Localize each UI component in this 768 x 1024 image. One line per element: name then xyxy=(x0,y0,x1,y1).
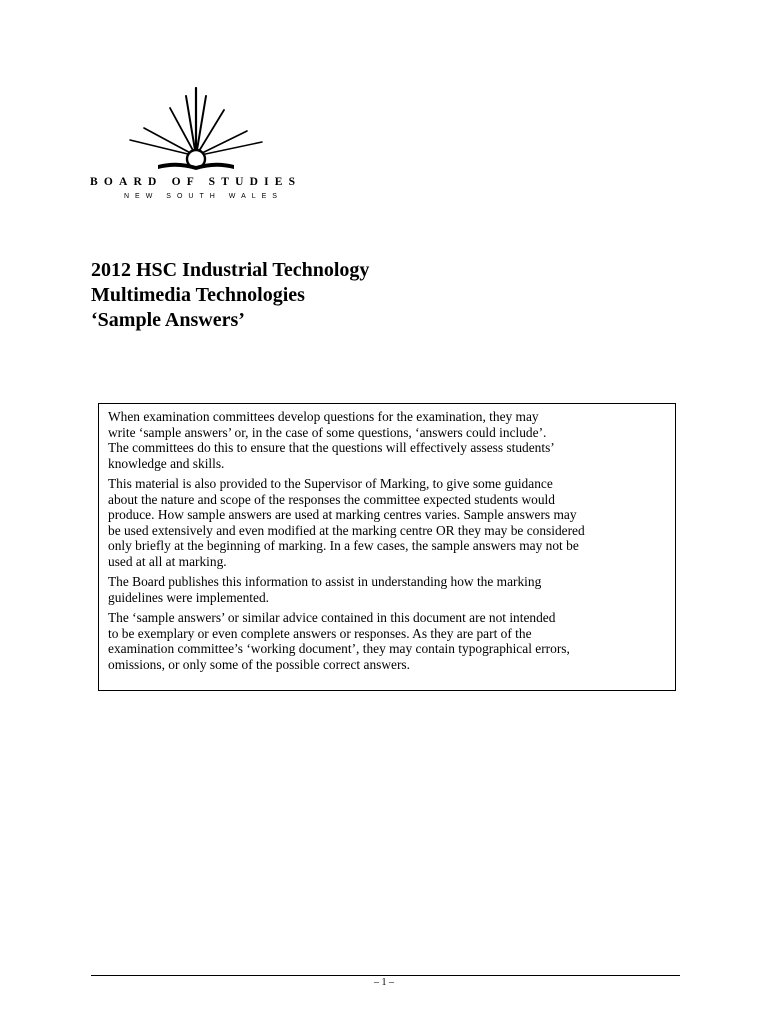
sample-answers-notice xyxy=(98,403,676,691)
rising-sun-book-icon xyxy=(120,86,270,176)
notice-paragraph xyxy=(108,476,666,569)
sun-ray xyxy=(130,140,196,156)
notice-line: write ‘sample answers’ or, in the case of some questions, ‘answers could include’. xyxy=(108,424,547,440)
notice-line: examination committee’s ‘working document’, they may contain typographical errors, xyxy=(108,641,570,656)
title-line: ‘Sample Answers’ xyxy=(91,309,245,331)
notice-line: omissions, or only some of the possible correct answers. xyxy=(108,656,410,672)
organisation-state: NEW SOUTH WALES xyxy=(124,193,283,200)
notice-line: about the nature and scope of the responses the committee expected students would xyxy=(108,491,555,507)
organisation-name: BOARD OF STUDIES xyxy=(90,176,302,188)
notice-line: only briefly at the beginning of marking. In a few cases, the sample answers may not be xyxy=(108,538,579,553)
notice-line: This material is also provided to the Supervisor of Marking, to give some guidance xyxy=(108,476,553,491)
page-number: – 1 – xyxy=(374,977,394,988)
notice-paragraph xyxy=(108,610,666,672)
title-line: 2012 HSC Industrial Technology xyxy=(91,259,370,281)
notice-line: When examination committees develop questions for the examination, they may xyxy=(108,409,539,424)
footer-divider xyxy=(91,975,680,976)
notice-line: be used extensively and even modified at the marking centre OR they may be considered xyxy=(108,522,585,538)
document-title xyxy=(91,258,369,333)
notice-paragraph xyxy=(108,409,666,471)
sun-ray xyxy=(196,142,262,156)
board-of-studies-logo xyxy=(90,86,302,206)
notice-line: guidelines were implemented. xyxy=(108,589,270,605)
title-line: Multimedia Technologies xyxy=(91,284,305,306)
notice-paragraph xyxy=(108,574,666,605)
notice-line: The Board publishes this information to assist in understanding how the marking xyxy=(108,574,542,589)
notice-line: The committees do this to ensure that the questions will effectively assess students’ xyxy=(108,440,555,455)
notice-line: produce. How sample answers are used at marking centres varies. Sample answers may xyxy=(108,507,577,522)
notice-line: to be exemplary or even complete answers or responses. As they are part of the xyxy=(108,625,532,641)
notice-line: knowledge and skills. xyxy=(108,455,225,471)
notice-line: used at all at marking. xyxy=(108,553,227,569)
notice-line: The ‘sample answers’ or similar advice contained in this document are not intended xyxy=(108,610,556,625)
